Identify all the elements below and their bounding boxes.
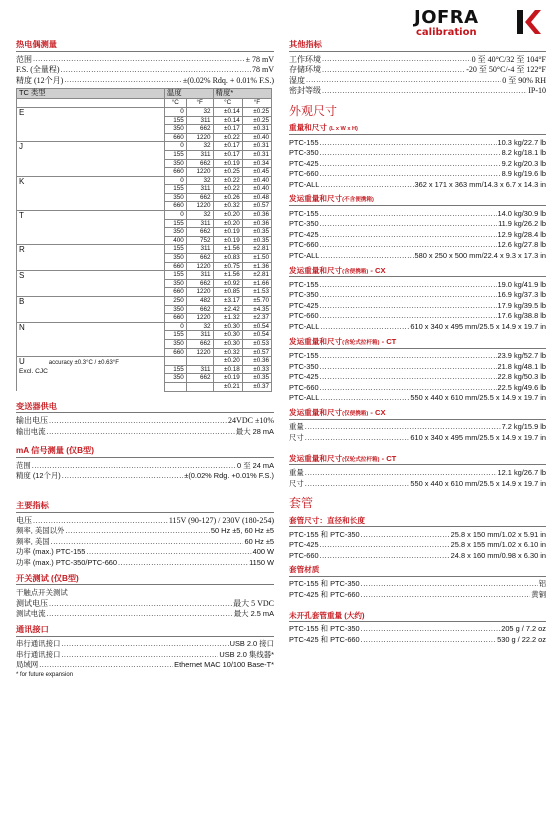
table-cell: 662	[186, 374, 213, 383]
table-cell: 662	[186, 125, 213, 134]
table-cell: ±3.17	[213, 297, 242, 306]
table-row	[17, 271, 272, 280]
spec-line: PTC-660 ..... 22.5 kg/49.6 lb	[289, 382, 546, 393]
table-cell: ±0.75	[213, 262, 242, 271]
table-cell: ±0.33	[242, 365, 271, 374]
spec-line: PTC-350 ..... 11.9 kg/26.2 lb	[289, 219, 546, 230]
table-cell: ±2.81	[242, 245, 271, 254]
table-cell: ±0.35	[242, 374, 271, 383]
case-ct-section	[289, 454, 546, 489]
table-cell: 660	[164, 168, 186, 177]
table-cell: 350	[164, 228, 186, 237]
table-cell: ±0.45	[242, 168, 271, 177]
weight-section	[289, 123, 546, 189]
table-cell: ±0.83	[213, 254, 242, 263]
table-cell: ±0.54	[242, 331, 271, 340]
spec-line: 电压 ..... 115V (90-127) / 230V (180-254)	[16, 515, 274, 526]
switch-caption: 干触点开关测试	[16, 588, 68, 598]
tc-type-cell: N	[17, 322, 165, 356]
switch-section	[16, 574, 274, 619]
spec-line: PTC-425 ..... 25.8 x 155 mm/1.02 x 6.10 in	[289, 539, 546, 550]
section-title: 套管材质	[289, 565, 546, 576]
sleeve-heading: 套管	[289, 496, 314, 511]
section-title: 通讯接口	[16, 625, 274, 637]
table-cell: ±0.19	[213, 159, 242, 168]
table-subheader-row	[17, 99, 272, 108]
table-cell: ±1.36	[242, 262, 271, 271]
spec-line: PTC-155 ..... 23.9 kg/52.7 lb	[289, 351, 546, 362]
table-cell: ±0.57	[242, 348, 271, 357]
table-cell: 662	[186, 305, 213, 314]
table-cell: 311	[186, 271, 213, 280]
spec-line: PTC-ALL ..... 550 x 440 x 610 mm/25.5 x 14.9 x 19.7 in	[289, 393, 546, 404]
table-cell: ±0.31	[242, 142, 271, 151]
header-temp: 温度	[164, 89, 213, 99]
table-cell: 155	[164, 365, 186, 374]
table-cell: 155	[164, 116, 186, 125]
tc-type-cell: S	[17, 271, 165, 297]
table-cell: ±0.36	[242, 219, 271, 228]
spec-line: 重量 ..... 7.2 kg/15.9 lb	[289, 422, 546, 433]
brand-mark-icon	[514, 8, 542, 36]
table-cell: 350	[164, 339, 186, 348]
table-cell: ±0.19	[213, 236, 242, 245]
tc-note: accuracy ±0.3°C / ±0.63°F	[48, 360, 119, 367]
table-cell: 662	[186, 228, 213, 237]
excl-cjc-label: Excl. CJC	[19, 368, 48, 376]
jofra-logo	[414, 6, 542, 38]
table-cell: 155	[164, 150, 186, 159]
table-cell: 662	[186, 193, 213, 202]
table-cell: 662	[186, 279, 213, 288]
spec-line: 串行通讯接口 ..... USB 2.0 集线器*	[16, 649, 274, 660]
table-row	[17, 211, 272, 220]
tc-type-cell: R	[17, 245, 165, 271]
table-cell: 1220	[186, 168, 213, 177]
table-cell: ±1.56	[213, 271, 242, 280]
brand-sub: calibration	[416, 27, 477, 38]
header-type: TC 类型	[17, 89, 165, 99]
tc-type-cell: B	[17, 297, 165, 323]
table-cell: 311	[186, 150, 213, 159]
spec-line: 重量 ..... 12.1 kg/26.7 lb	[289, 467, 546, 478]
section-title: 主要指标	[16, 501, 274, 513]
table-cell: ±0.57	[242, 202, 271, 211]
tc-type-cell: E	[17, 107, 165, 141]
spec-line: PTC-ALL ..... 580 x 250 x 500 mm/22.4 x 9.3 x 17.3 in	[289, 250, 546, 261]
section-title: 变送器供电	[16, 402, 274, 414]
table-cell: 311	[186, 116, 213, 125]
spec-line: 输出电流 ..... 最大 28 mA	[16, 426, 274, 437]
spec-line: PTC-155 和 PTC-350 ..... 25.8 x 150 mm/1.02 x 5.91 in	[289, 529, 546, 540]
table-cell: ±0.37	[242, 382, 271, 391]
table-cell: 660	[164, 288, 186, 297]
table-header-row	[17, 89, 272, 99]
table-cell: 311	[186, 331, 213, 340]
thermo-section	[16, 40, 274, 85]
table-cell: 1220	[186, 348, 213, 357]
tc-type-cell: J	[17, 142, 165, 176]
main-section	[16, 501, 274, 567]
table-cell: 662	[186, 159, 213, 168]
table-cell: ±0.85	[213, 288, 242, 297]
table-cell: 662	[186, 339, 213, 348]
table-cell: ±0.40	[242, 185, 271, 194]
table-cell: 662	[186, 254, 213, 263]
table-cell: 350	[164, 193, 186, 202]
table-cell: ±0.48	[242, 193, 271, 202]
other-section	[289, 40, 546, 96]
table-cell: ±4.35	[242, 305, 271, 314]
spec-line: PTC-350 ..... 16.9 kg/37.3 lb	[289, 290, 546, 301]
tc-type-cell: K	[17, 176, 165, 210]
section-title: 发运重量和尺寸(不含便携箱)	[289, 194, 546, 206]
table-cell: ±2.37	[242, 314, 271, 323]
table-row	[17, 245, 272, 254]
section-title: 重量和尺寸 (L x W x H)	[289, 123, 546, 135]
table-cell: ±0.25	[213, 168, 242, 177]
table-cell: 311	[186, 219, 213, 228]
table-cell: 660	[164, 202, 186, 211]
table-cell: ±0.18	[213, 365, 242, 374]
unit-f: °F	[186, 99, 213, 108]
spec-line: 局域网 ..... Ethernet MAC 10/100 Base-T*	[16, 660, 274, 671]
table-cell: 155	[164, 331, 186, 340]
section-title: 发运重量和尺寸(含便携箱) - CX	[289, 266, 546, 278]
table-cell: ±0.22	[213, 176, 242, 185]
table-row	[17, 297, 272, 306]
table-cell: 660	[164, 314, 186, 323]
table-cell: 155	[164, 185, 186, 194]
table-cell: 0	[164, 211, 186, 220]
table-cell	[186, 382, 213, 391]
table-cell: 0	[164, 322, 186, 331]
table-cell: ±0.54	[242, 322, 271, 331]
spec-line: PTC-155 ..... 19.0 kg/41.9 lb	[289, 279, 546, 290]
table-cell: 311	[186, 365, 213, 374]
table-cell: ±0.14	[213, 107, 242, 116]
table-cell: 752	[186, 236, 213, 245]
section-title: 发运重量和尺寸(含轮式拉杆箱) - CT	[289, 337, 546, 349]
table-cell: 32	[186, 211, 213, 220]
spec-line: PTC-660 ..... 24.8 x 160 mm/0.98 x 6.30 in	[289, 550, 546, 561]
table-body	[17, 99, 272, 391]
table-cell: 0	[164, 142, 186, 151]
spec-line: PTC-350 ..... 8.2 kg/18.1 lb	[289, 147, 546, 158]
table-cell: 155	[164, 219, 186, 228]
table-cell: ±0.35	[242, 228, 271, 237]
spec-line: 精度 (12个月) ..... ±(0.02% Rdg. +0.01% F.S.)	[16, 471, 274, 482]
spec-line: 精度 (12个月) ..... ±(0.02% Rdq. + 0.01% F.S.)	[16, 75, 274, 86]
unit-f: °F	[242, 99, 271, 108]
table-cell: 0	[164, 107, 186, 116]
table-cell	[186, 357, 213, 366]
table-cell: ±2.42	[213, 305, 242, 314]
table-cell: ±0.21	[213, 382, 242, 391]
table-cell: ±1.50	[242, 254, 271, 263]
table-cell: 350	[164, 125, 186, 134]
spec-line: PTC-425 ..... 22.8 kg/50.3 lb	[289, 372, 546, 383]
spec-line: 功率 (max.) PTC-350/PTC-660 ..... 1150 W	[16, 557, 274, 568]
spec-line: 频率, 美国 ..... 60 Hz ±5	[16, 536, 274, 547]
table-cell: ±1.53	[242, 288, 271, 297]
section-title: 其他指标	[289, 40, 546, 52]
table-cell: ±1.32	[213, 314, 242, 323]
tc-accuracy-table	[16, 88, 272, 391]
section-title: 套管尺寸：直径和长度	[289, 516, 546, 527]
spec-line: 测试电流 ..... 最大 2.5 mA	[16, 608, 274, 619]
ma-section	[16, 446, 274, 481]
section-title: mA 信号测量 (仅B型)	[16, 446, 274, 458]
spec-line: F.S. (全量程) ..... 78 mV	[16, 64, 274, 75]
table-cell: ±0.30	[213, 322, 242, 331]
table-row	[17, 142, 272, 151]
table-cell: ±0.25	[242, 107, 271, 116]
spec-line: 范围 ..... ± 78 mV	[16, 54, 274, 65]
table-cell: 1220	[186, 133, 213, 142]
spec-line: PTC-425 ..... 12.9 kg/28.4 lb	[289, 229, 546, 240]
sleeve-size-section	[289, 516, 546, 561]
spec-line: PTC-155 和 PTC-350 ..... 205 g / 7.2 oz	[289, 624, 546, 635]
table-cell: ±0.92	[213, 279, 242, 288]
spec-line: 尺寸 ..... 550 x 440 x 610 mm/25.5 x 14.9 x 19.7 in	[289, 478, 546, 489]
brand-name: JOFRA	[414, 7, 479, 28]
table-cell: ±0.20	[213, 219, 242, 228]
spec-line: 输出电压 ..... 24VDC ±10%	[16, 415, 274, 426]
spec-line: 湿度 ..... 0 至 90% RH	[289, 75, 546, 86]
table-cell: ±0.19	[213, 228, 242, 237]
table-cell: 400	[164, 236, 186, 245]
spec-line: PTC-425 和 PTC-660 ..... 黄铜	[289, 589, 546, 600]
table-cell: ±1.56	[213, 245, 242, 254]
header-accuracy: 精度*	[213, 89, 271, 99]
spec-line: PTC-660 ..... 17.6 kg/38.8 lb	[289, 311, 546, 322]
table-cell: 660	[164, 262, 186, 271]
right-column	[289, 40, 546, 645]
table-cell: ±0.32	[213, 348, 242, 357]
table-cell: ±0.34	[242, 159, 271, 168]
spec-line: 尺寸 ..... 610 x 340 x 495 mm/25.5 x 14.9 x 19.7 in	[289, 432, 546, 443]
table-cell: 1220	[186, 314, 213, 323]
spec-line: PTC-155 ..... 10.3 kg/22.7 lb	[289, 137, 546, 148]
table-cell: ±0.40	[242, 176, 271, 185]
spec-line: 测试电压 ..... 最大 5 VDC	[16, 598, 274, 609]
table-cell: ±0.22	[213, 185, 242, 194]
table-cell: 311	[186, 245, 213, 254]
table-cell: 1220	[186, 288, 213, 297]
spec-line: 存储环境 ..... -20 至 50°C/-4 至 122°F	[289, 64, 546, 75]
spec-line: 频率, 美国以外 ..... 50 Hz ±5, 60 Hz ±5	[16, 526, 274, 537]
table-cell: ±0.19	[213, 374, 242, 383]
table-cell: ±0.20	[213, 211, 242, 220]
table-cell: ±0.31	[242, 150, 271, 159]
table-cell: 250	[164, 297, 186, 306]
table-cell: ±0.36	[242, 357, 271, 366]
table-cell: 32	[186, 176, 213, 185]
table-row	[17, 107, 272, 116]
table-cell: 482	[186, 297, 213, 306]
table-cell: 1220	[186, 262, 213, 271]
table-cell: ±0.20	[213, 357, 242, 366]
unit-c: °C	[213, 99, 242, 108]
table-cell: ±0.17	[213, 125, 242, 134]
spec-line: PTC-425 ..... 9.2 kg/20.3 lb	[289, 158, 546, 169]
spec-line: PTC-425 和 PTC-660 ..... 530 g / 22.2 oz	[289, 634, 546, 645]
table-cell: 1220	[186, 202, 213, 211]
table-cell: ±5.70	[242, 297, 271, 306]
footnote: * for future expansion	[16, 672, 74, 679]
table-row	[17, 176, 272, 185]
spec-line: PTC-ALL ..... 610 x 340 x 495 mm/25.5 x 14.9 x 19.7 in	[289, 321, 546, 332]
transmitter-section	[16, 402, 274, 437]
table-cell: 660	[164, 133, 186, 142]
table-cell: 155	[164, 245, 186, 254]
section-title: 开关测试 (仅B型)	[16, 574, 274, 586]
spec-line: PTC-155 ..... 14.0 kg/30.9 lb	[289, 208, 546, 219]
table-cell: ±0.17	[213, 142, 242, 151]
table-cell: ±0.32	[213, 202, 242, 211]
table-cell: ±0.14	[213, 116, 242, 125]
table-cell: 311	[186, 185, 213, 194]
table-cell: ±0.40	[242, 133, 271, 142]
spec-line: PTC-425 ..... 17.9 kg/39.5 lb	[289, 300, 546, 311]
table-cell: 32	[186, 142, 213, 151]
tc-type-cell: U accuracy ±0.3°C / ±0.63°F Excl. CJC	[17, 357, 165, 391]
section-title: 热电偶测量	[16, 40, 274, 52]
tc-type-cell: T	[17, 211, 165, 245]
case-cx-section	[289, 408, 546, 443]
spec-line: PTC-660 ..... 12.6 kg/27.8 lb	[289, 240, 546, 251]
table-row	[17, 357, 272, 366]
spec-line: 串行通讯接口 ..... USB 2.0 接口	[16, 639, 274, 650]
unit-c: °C	[164, 99, 186, 108]
table-cell: 350	[164, 305, 186, 314]
sleeve-material-section	[289, 565, 546, 599]
table-cell: 0	[164, 176, 186, 185]
table-cell: ±0.22	[213, 133, 242, 142]
table-cell: ±0.30	[213, 331, 242, 340]
table-cell: 350	[164, 279, 186, 288]
table-cell: 660	[164, 348, 186, 357]
spec-line: 工作环境 ..... 0 至 40°C/32 至 104°F	[289, 54, 546, 65]
table-cell: 350	[164, 254, 186, 263]
spec-line: 范围 ..... 0 至 24 mA	[16, 460, 274, 471]
table-cell: 32	[186, 107, 213, 116]
table-cell: ±0.25	[242, 116, 271, 125]
table-cell: ±0.35	[242, 236, 271, 245]
sleeve-weight-section	[289, 611, 546, 645]
left-column	[16, 40, 274, 679]
table-cell: 350	[164, 374, 186, 383]
table-cell: ±1.66	[242, 279, 271, 288]
table-cell: ±0.30	[213, 339, 242, 348]
table-cell: 350	[164, 159, 186, 168]
comm-section	[16, 625, 274, 670]
spec-line: PTC-155 和 PTC-350 ..... 铝	[289, 579, 546, 590]
table-cell: ±0.53	[242, 339, 271, 348]
spec-line: 功率 (max.) PTC-155 ..... 400 W	[16, 547, 274, 558]
table-cell: ±0.36	[242, 211, 271, 220]
spec-line: 密封等级 ..... IP-10	[289, 85, 546, 96]
table-row	[17, 322, 272, 331]
table-cell: ±0.26	[213, 193, 242, 202]
spec-line: PTC-660 ..... 8.9 kg/19.6 lb	[289, 168, 546, 179]
section-title: 发运重量和尺寸(仅轮式拉杆箱) - CT	[289, 454, 546, 466]
ship-cx-section	[289, 266, 546, 332]
spec-line: PTC-350 ..... 21.8 kg/48.1 lb	[289, 361, 546, 372]
table-cell	[164, 382, 186, 391]
ship-section	[289, 194, 546, 260]
table-cell: ±0.17	[213, 150, 242, 159]
table-cell: ±0.31	[242, 125, 271, 134]
spec-line: PTC-ALL ..... 362 x 171 x 363 mm/14.3 x 6.7 x 14.3 in	[289, 179, 546, 190]
size-heading: 外观尺寸	[289, 103, 338, 118]
section-title: 未开孔套管重量 (大约)	[289, 611, 546, 622]
section-title: 发运重量和尺寸(仅便携箱) - CX	[289, 408, 546, 420]
table-cell	[164, 357, 186, 366]
ship-ct-section	[289, 337, 546, 403]
table-cell: ±2.81	[242, 271, 271, 280]
table-cell: 155	[164, 271, 186, 280]
table-cell: 32	[186, 322, 213, 331]
